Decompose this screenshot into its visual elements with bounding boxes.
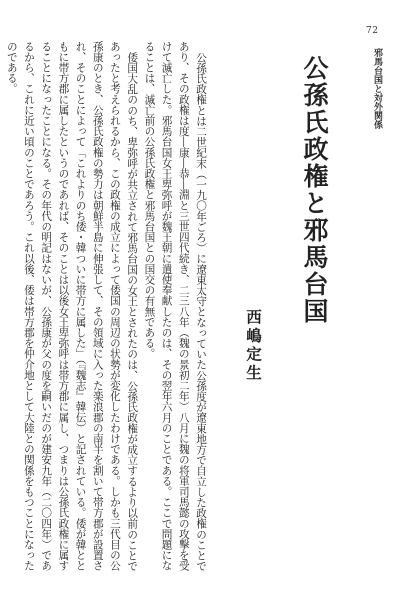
article-title: 公孫氏政権と邪馬台国 [300,55,329,325]
article-body [5,41,333,576]
paragraph-3 [0,41,3,576]
article-author: 西嶋定生 [244,309,263,383]
paragraph-1: 公孫氏政権とは二世紀末（一九〇年ごろ）に遼東太守となっていた公孫度が遼東地方で自立した政権のことであり、その政権は度―康―恭―淵と三世四代続き、二三八年（魏の景初二年）八月に魏の将軍司馬懿の攻撃を受けて滅亡した。邪馬台国女王卑弥呼が魏王朝に遣使奉献したのは、その翌年六月のことである。ここで問題になることは、滅亡前の公孫氏政権と邪馬台国との国交の有無である。 [143,41,207,571]
running-head: 邪馬台国と対外関係 [372,48,382,129]
page-number: 72 [366,26,379,36]
paragraph-2: 倭国大乱ののち、卑弥呼が共立されて邪馬台国の女王とされたのは、公孫氏政権が成立するより以前のことであったと考えられるから、この政権の成立によって倭国の周辺の状勢が変化したわけである。しかも三代目の公孫康のとき、公孫氏政権の勢力は朝鮮半島に伸張して、その領域に入った楽浪郡の南半を割いて帯方郡が設置され、そのことによって「これよりのち倭・韓ついに帯方に属した」（『魏志』韓伝）と記されている。倭が韓とともに帯方郡に属したというのであれば、そのことは以後女王卑弥呼は帯方郡に属し、つまりは公孫氏政権に属することになったことになる。その年代の明記はないが、公孫康が父の度を嗣いだのが建安九年（二〇四年）であるから、これに近い頃のことであろう。これ以後、倭は帯方郡を仲介地として大陸との関係をもつことになったのである。 [5,41,139,571]
